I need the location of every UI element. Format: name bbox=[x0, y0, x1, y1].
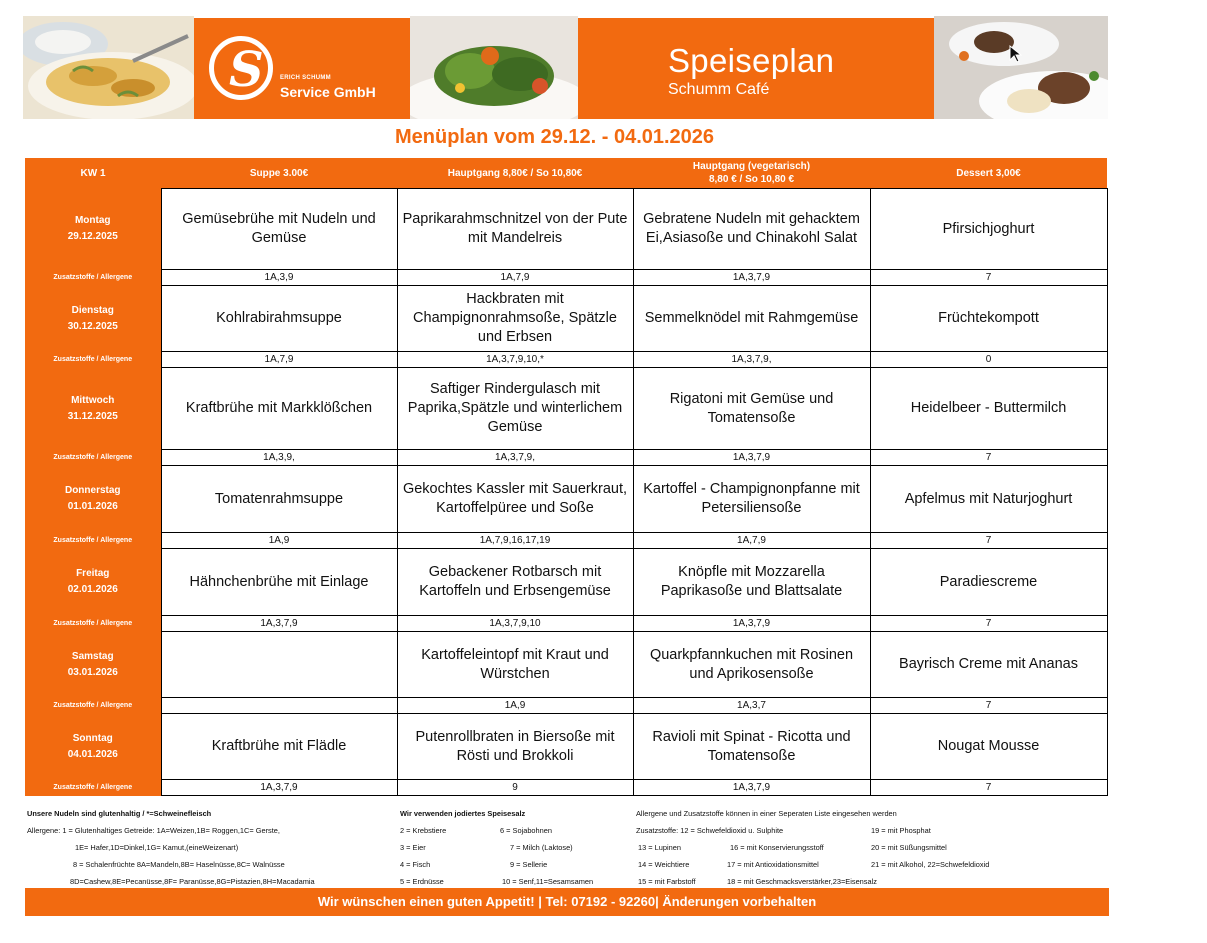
day-row bbox=[25, 714, 1107, 780]
note-liste: Allergene und Zusatzstoffe können in einer Seperaten Liste eingesehen werden bbox=[636, 809, 897, 818]
header-dessert: Dessert 3,00€ bbox=[870, 158, 1107, 189]
note-z17: 17 = mit Antioxidationsmittel bbox=[727, 860, 819, 869]
soup-allergens: 1A,3,9 bbox=[161, 270, 397, 286]
additives-row bbox=[25, 270, 1107, 286]
logo-company-name: Service GmbH bbox=[280, 84, 376, 100]
main-allergens: 9 bbox=[397, 780, 633, 796]
main-allergens: 1A,3,7,9,10,* bbox=[397, 352, 633, 368]
day-row bbox=[25, 549, 1107, 616]
note-z13: 13 = Lupinen bbox=[638, 843, 681, 852]
additives-label: Zusatzstoffe / Allergene bbox=[25, 352, 161, 368]
note-nudeln: Unsere Nudeln sind glutenhaltig / *=Schweinefleisch bbox=[27, 809, 212, 818]
day-name: Sonntag bbox=[72, 732, 113, 744]
day-label bbox=[25, 549, 161, 616]
header-main: Hauptgang 8,80€ / So 10,80€ bbox=[397, 158, 633, 189]
note-a4: 4 = Fisch bbox=[400, 860, 431, 869]
day-date: 03.01.2026 bbox=[67, 666, 118, 678]
main-allergens: 1A,3,7,9,10 bbox=[397, 616, 633, 632]
soup-allergens: 1A,9 bbox=[161, 533, 397, 549]
day-row bbox=[25, 189, 1107, 270]
note-allergene-2: 1E= Hafer,1D=Dinkel,1G= Kamut,(eineWeizenart) bbox=[75, 843, 239, 852]
dessert-allergens: 7 bbox=[870, 616, 1107, 632]
vegetarian-allergens: 1A,3,7 bbox=[633, 698, 870, 714]
main-allergens: 1A,9 bbox=[397, 698, 633, 714]
day-label bbox=[25, 714, 161, 780]
day-row bbox=[25, 368, 1107, 450]
menu-date-range: Menüplan vom 29.12. - 04.01.2026 bbox=[395, 126, 715, 148]
main-dish: Paprikarahmschnitzel von der Pute mit Mandelreis bbox=[397, 189, 633, 270]
note-z15: 15 = mit Farbstoff bbox=[638, 877, 696, 886]
note-a2: 2 = Krebstiere bbox=[400, 826, 447, 835]
vegetarian-allergens: 1A,3,7,9 bbox=[633, 616, 870, 632]
main-allergens: 1A,3,7,9, bbox=[397, 450, 633, 466]
day-date: 31.12.2025 bbox=[67, 410, 118, 422]
note-a6: 6 = Sojabohnen bbox=[500, 826, 552, 835]
dessert-allergens: 0 bbox=[870, 352, 1107, 368]
logo-circle bbox=[209, 36, 273, 100]
soup-allergens: 1A,7,9 bbox=[161, 352, 397, 368]
main-dish: Gebackener Rotbarsch mit Kartoffeln und Erbsengemüse bbox=[397, 549, 633, 616]
header-veg-line1: Hauptgang (vegetarisch) bbox=[692, 161, 811, 172]
additives-row bbox=[25, 616, 1107, 632]
main-allergens: 1A,7,9,16,17,19 bbox=[397, 533, 633, 549]
main-allergens: 1A,7,9 bbox=[397, 270, 633, 286]
soup-allergens: 1A,3,7,9 bbox=[161, 616, 397, 632]
main-dish: Putenrollbraten in Biersoße mit Rösti und Brokkoli bbox=[397, 714, 633, 780]
vegetarian-dish: Rigatoni mit Gemüse und Tomatensoße bbox=[633, 368, 870, 450]
vegetarian-allergens: 1A,3,7,9 bbox=[633, 780, 870, 796]
additives-row bbox=[25, 698, 1107, 714]
footer-bar: Wir wünschen einen guten Appetit! | Tel: 07192 - 92260| Änderungen vorbehalten bbox=[25, 888, 1109, 916]
main-dish: Kartoffeleintopf mit Kraut und Würstchen bbox=[397, 632, 633, 698]
note-z21: 21 = mit Alkohol, 22=Schwefeldioxid bbox=[871, 860, 990, 869]
soup-dish: Kraftbrühe mit Flädle bbox=[161, 714, 397, 780]
note-z12: Zusatzstoffe: 12 = Schwefeldioxid u. Sulphite bbox=[636, 826, 784, 835]
vegetarian-allergens: 1A,3,7,9 bbox=[633, 450, 870, 466]
day-date: 29.12.2025 bbox=[67, 231, 118, 242]
day-name: Montag bbox=[74, 215, 111, 226]
note-a10: 10 = Senf,11=Sesamsamen bbox=[502, 877, 594, 886]
note-a7: 7 = Milch (Laktose) bbox=[510, 843, 573, 852]
vegetarian-dish: Semmelknödel mit Rahmgemüse bbox=[633, 286, 870, 352]
note-z14: 14 = Weichtiere bbox=[638, 860, 690, 869]
note-z16: 16 = mit Konservierungsstoff bbox=[730, 843, 824, 852]
additives-label: Zusatzstoffe / Allergene bbox=[25, 616, 161, 632]
menu-table bbox=[25, 158, 1108, 796]
pasta-photo bbox=[23, 16, 194, 119]
note-salz: Wir verwenden jodiertes Speisesalz bbox=[400, 809, 526, 818]
dessert-dish: Paradiescreme bbox=[870, 549, 1107, 616]
soup-dish: Kohlrabirahmsuppe bbox=[161, 286, 397, 352]
soup-dish: Tomatenrahmsuppe bbox=[161, 466, 397, 533]
additives-label: Zusatzstoffe / Allergene bbox=[25, 780, 161, 796]
day-label bbox=[25, 466, 161, 533]
additives-label: Zusatzstoffe / Allergene bbox=[25, 270, 161, 286]
day-label bbox=[25, 368, 161, 450]
note-z20: 20 = mit Süßungsmittel bbox=[871, 843, 947, 852]
dessert-dish: Apfelmus mit Naturjoghurt bbox=[870, 466, 1107, 533]
additives-label: Zusatzstoffe / Allergene bbox=[25, 698, 161, 714]
logo-letter: S bbox=[229, 42, 264, 98]
day-name: Dienstag bbox=[71, 304, 114, 316]
day-name: Donnerstag bbox=[64, 485, 121, 496]
day-date: 01.01.2026 bbox=[67, 501, 118, 512]
dessert-allergens: 7 bbox=[870, 450, 1107, 466]
soup-allergens: 1A,3,9, bbox=[161, 450, 397, 466]
day-label bbox=[25, 286, 161, 352]
vegetarian-dish: Ravioli mit Spinat - Ricotta und Tomatensoße bbox=[633, 714, 870, 780]
salad-photo bbox=[410, 16, 578, 119]
title-banner bbox=[578, 18, 934, 119]
day-date: 04.01.2026 bbox=[67, 748, 118, 760]
soup-dish: Gemüsebrühe mit Nudeln und Gemüse bbox=[161, 189, 397, 270]
day-row bbox=[25, 466, 1107, 533]
header-kw: KW 1 bbox=[25, 158, 161, 189]
table-header-row bbox=[25, 158, 1107, 189]
note-z18: 18 = mit Geschmacksverstärker,23=Eisensalz bbox=[727, 877, 877, 886]
additives-row bbox=[25, 780, 1107, 796]
meatball-photo bbox=[934, 16, 1108, 119]
note-z19: 19 = mit Phosphat bbox=[871, 826, 931, 835]
additives-label: Zusatzstoffe / Allergene bbox=[25, 533, 161, 549]
additives-row bbox=[25, 352, 1107, 368]
dessert-allergens: 7 bbox=[870, 698, 1107, 714]
menu-body bbox=[25, 189, 1107, 796]
soup-dish bbox=[161, 632, 397, 698]
header-vegetarian bbox=[633, 158, 870, 189]
dessert-dish: Bayrisch Creme mit Ananas bbox=[870, 632, 1107, 698]
note-a3: 3 = Eier bbox=[400, 843, 426, 852]
dessert-dish: Pfirsichjoghurt bbox=[870, 189, 1107, 270]
day-date: 02.01.2026 bbox=[67, 584, 118, 595]
dessert-allergens: 7 bbox=[870, 780, 1107, 796]
soup-dish: Kraftbrühe mit Markklößchen bbox=[161, 368, 397, 450]
dessert-dish: Heidelbeer - Buttermilch bbox=[870, 368, 1107, 450]
dessert-allergens: 7 bbox=[870, 533, 1107, 549]
day-label bbox=[25, 632, 161, 698]
header-veg-line2: 8,80 € / So 10,80 € bbox=[708, 174, 795, 185]
dessert-allergens: 7 bbox=[870, 270, 1107, 286]
vegetarian-allergens: 1A,3,7,9, bbox=[633, 352, 870, 368]
note-a9: 9 = Sellerie bbox=[510, 860, 548, 869]
note-allergene-1: Allergene: 1 = Glutenhaltiges Getreide: 1A=Weizen,1B= Roggen,1C= Gerste, bbox=[27, 826, 280, 835]
vegetarian-dish: Kartoffel - Champignonpfanne mit Petersiliensoße bbox=[633, 466, 870, 533]
dessert-dish: Nougat Mousse bbox=[870, 714, 1107, 780]
main-dish: Gekochtes Kassler mit Sauerkraut, Kartoffelpüree und Soße bbox=[397, 466, 633, 533]
main-dish: Saftiger Rindergulasch mit Paprika,Spätzle und winterlichem Gemüse bbox=[397, 368, 633, 450]
page-subtitle: Schumm Café bbox=[668, 81, 770, 98]
day-name: Samstag bbox=[71, 650, 114, 662]
soup-allergens: 1A,3,7,9 bbox=[161, 780, 397, 796]
day-date: 30.12.2025 bbox=[67, 320, 118, 332]
soup-allergens bbox=[161, 698, 397, 714]
note-allergene-4: 8D=Cashew,8E=Pecanüsse,8F= Paranüsse,8G=Pistazien,8H=Macadamia bbox=[70, 877, 315, 886]
logo-company-prefix: ERICH SCHUMM bbox=[280, 75, 331, 81]
vegetarian-dish: Quarkpfannkuchen mit Rosinen und Aprikosensoße bbox=[633, 632, 870, 698]
day-label bbox=[25, 189, 161, 270]
additives-label: Zusatzstoffe / Allergene bbox=[25, 450, 161, 466]
day-row bbox=[25, 286, 1107, 352]
day-name: Mittwoch bbox=[71, 394, 115, 406]
day-row bbox=[25, 632, 1107, 698]
header-soup: Suppe 3.00€ bbox=[161, 158, 397, 189]
additives-row bbox=[25, 450, 1107, 466]
note-allergene-3: 8 = Schalenfrüchte 8A=Mandeln,8B= Haselnüsse,8C= Walnüsse bbox=[73, 860, 285, 869]
main-dish: Hackbraten mit Champignonrahmsoße, Spätzle und Erbsen bbox=[397, 286, 633, 352]
vegetarian-allergens: 1A,3,7,9 bbox=[633, 270, 870, 286]
soup-dish: Hähnchenbrühe mit Einlage bbox=[161, 549, 397, 616]
dessert-dish: Früchtekompott bbox=[870, 286, 1107, 352]
company-logo bbox=[194, 18, 410, 119]
vegetarian-dish: Knöpfle mit Mozzarella Paprikasoße und Blattsalate bbox=[633, 549, 870, 616]
page-title: Speiseplan bbox=[668, 42, 835, 79]
additives-row bbox=[25, 533, 1107, 549]
vegetarian-dish: Gebratene Nudeln mit gehacktem Ei,Asiasoße und Chinakohl Salat bbox=[633, 189, 870, 270]
vegetarian-allergens: 1A,7,9 bbox=[633, 533, 870, 549]
note-a5: 5 = Erdnüsse bbox=[400, 877, 444, 886]
day-name: Freitag bbox=[76, 568, 110, 579]
